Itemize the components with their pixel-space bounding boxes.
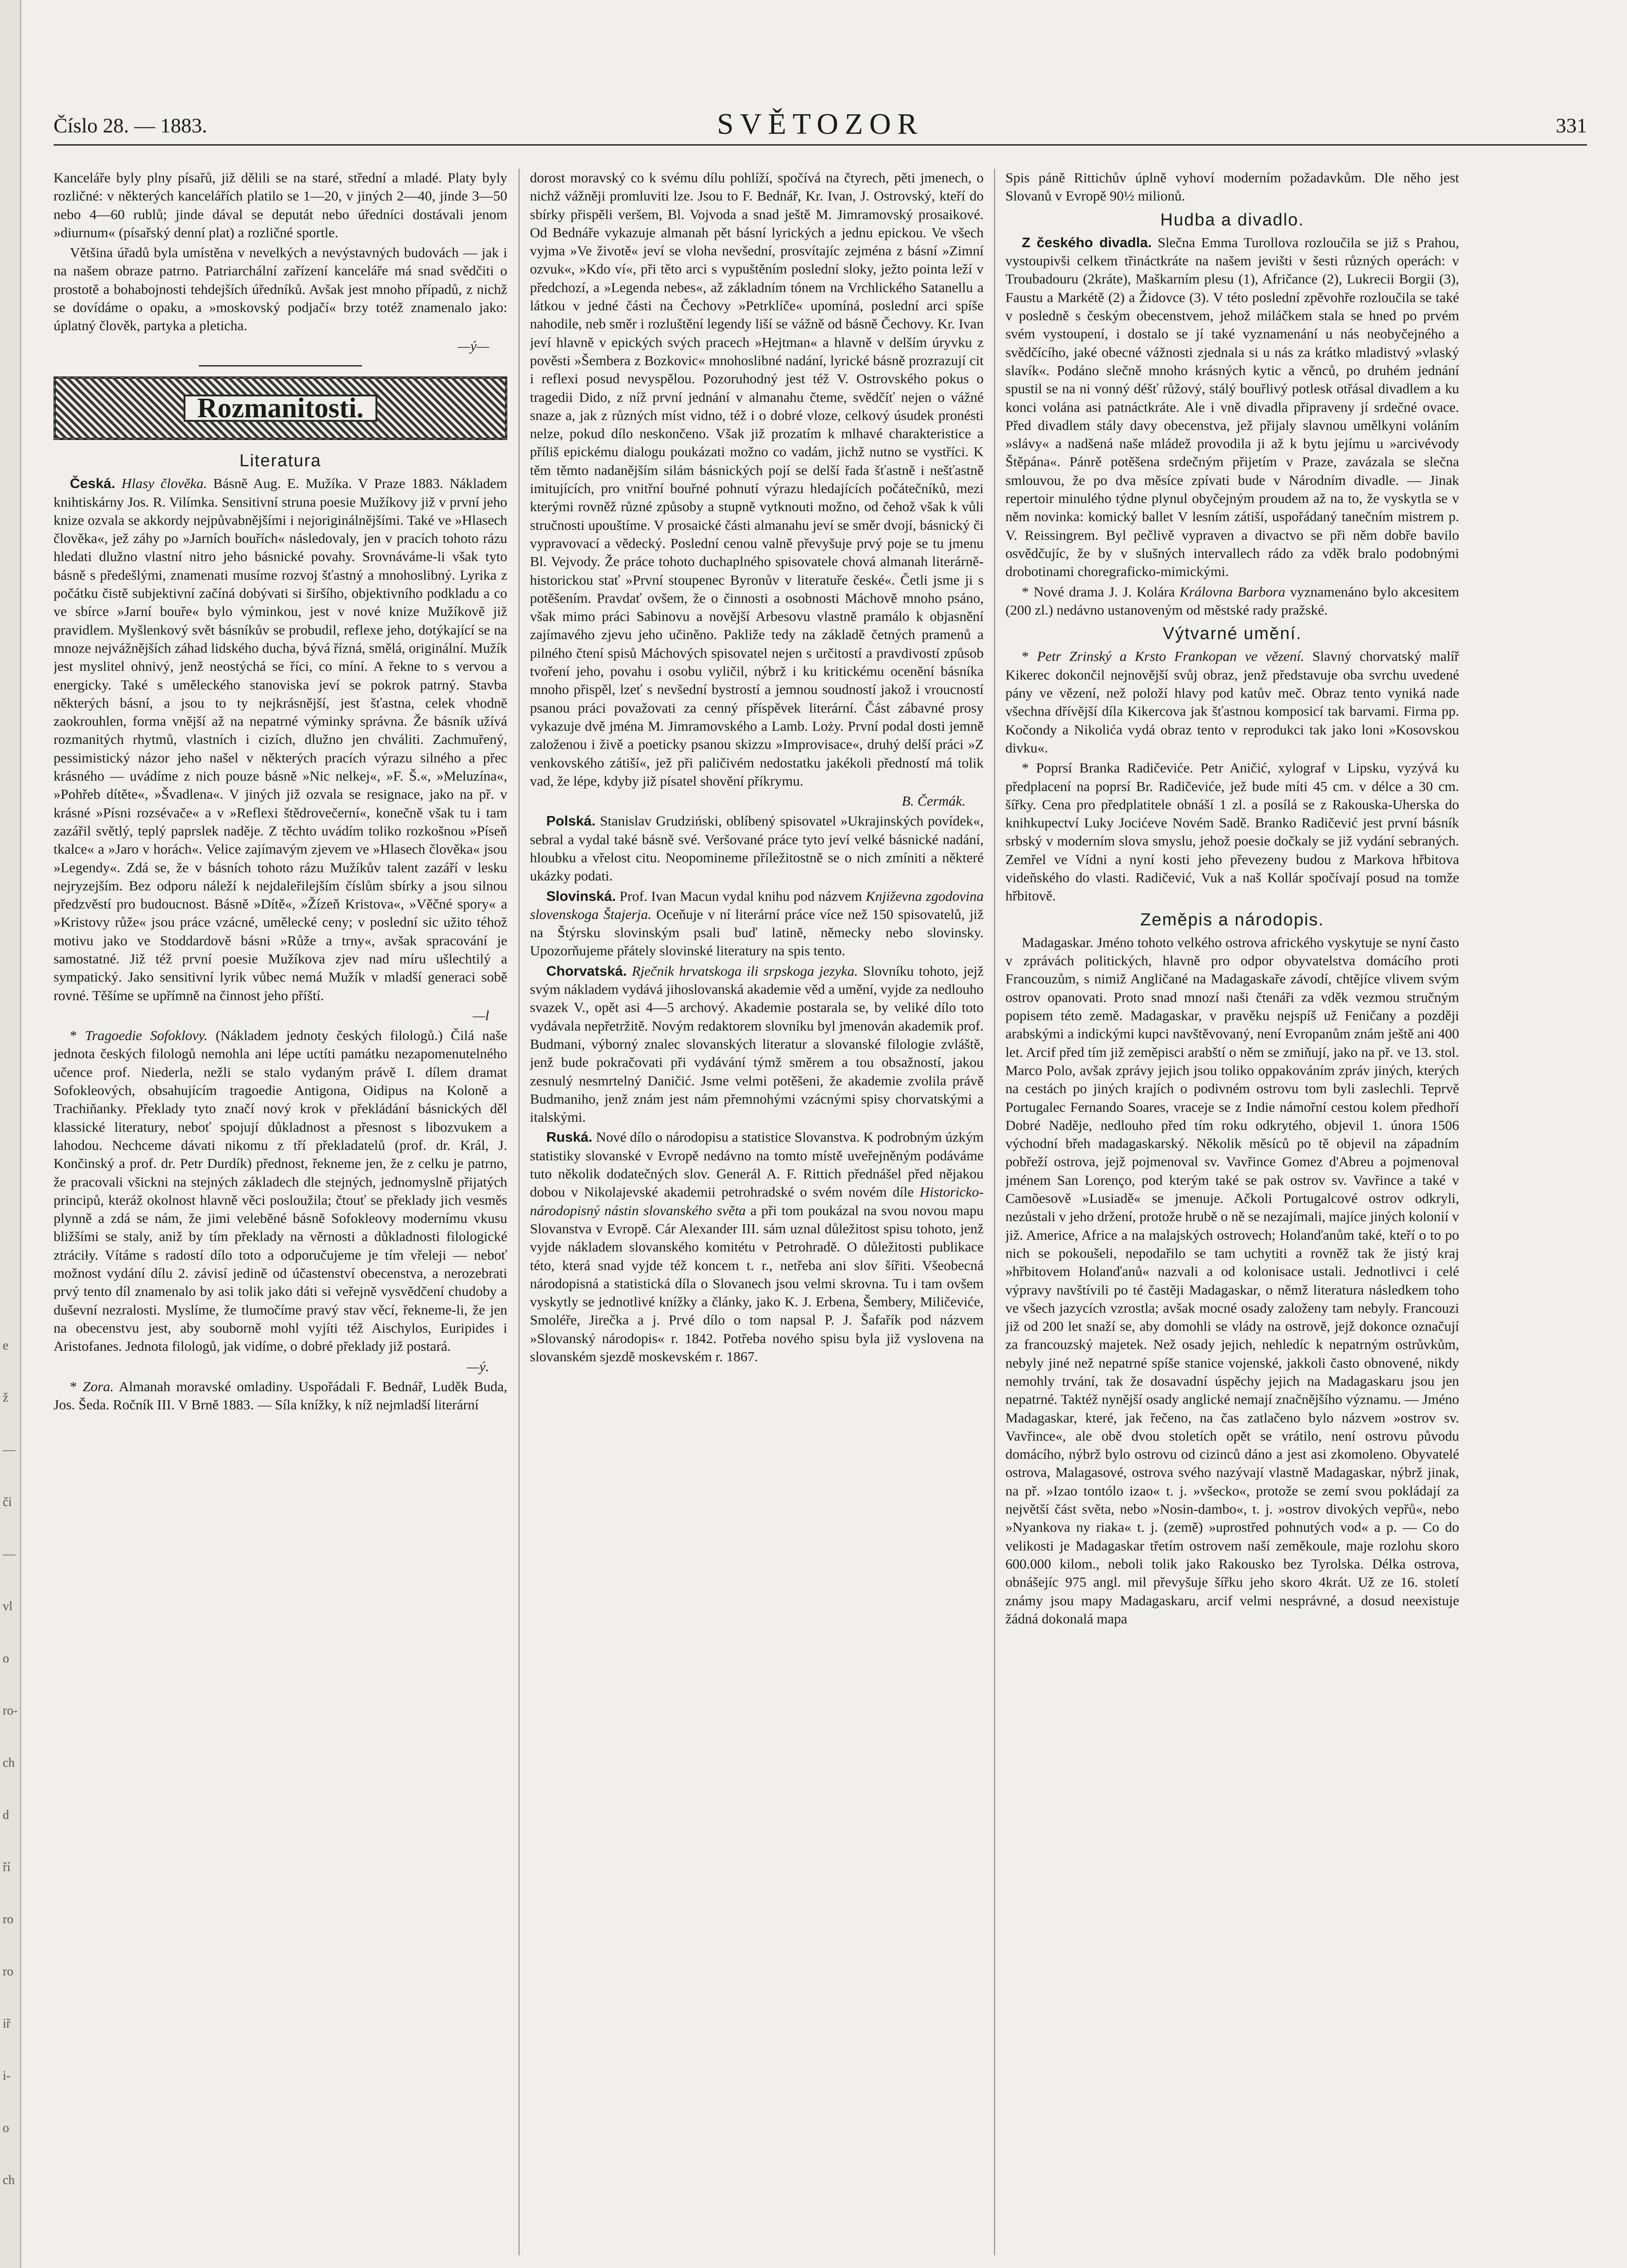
- play-title: Královna Barbora: [1180, 583, 1285, 600]
- section-heading-hudba: Hudba a divadlo.: [1160, 210, 1304, 230]
- column-divider: [994, 169, 995, 2255]
- gutter-fragment: i-: [3, 2069, 11, 2083]
- review-text: a při tom poukázal na svou novou mapu Slovanstva v Evropě. Cár Alexander III. sám uznal důležitost spisu tohoto, jenž vyjde nákladem slovanského komitétu v Petrohradě. O důležitosti publikace této, která snad vyjde též koncem t. r., netřeba ani slov šířiti. Všeobecná národopisná a statistická díla o Slovanech jsou velmi skrovna. Tu i tam ovšem vyskytly se jednotlivé knížky a články, jako K. J. Erbena, Šembery, Miličeviće, Smoléře, Jirečka a j. Prvé dílo o tom napsal P. J. Šafařík pod názvem »Slovanský národopis« r. 1842. Potřeba nového spisu byla již vyslovena na slovanském sjezdě moskevském r. 1867.: [530, 1202, 984, 1364]
- binding-edge: [0, 0, 21, 2268]
- article-paragraph: Kanceláře byly plny písařů, již dělili se na staré, střední a mladé. Platy byly rozličné: v některých kancelářích platilo se 1—20, v jiných 2—40, jinde 3—50 nebo 4—60 rublů; jinde dával se deputát nebo úředníci dostávali jenom »diurnum« (písařský denní plat) a rozličné sportle.: [54, 170, 507, 240]
- lead-chorvatska: Chorvatská.: [546, 963, 627, 979]
- column-3: Spis páně Rittichův úplně vyhoví moderním požadavkům. Dle něho jest Slovanů v Evropě 90½ milionů. Hudba a divadlo. Z českého divadla. Slečna Emma Turollova rozloučila se již s Prahou, vystoupivši celkem třináctkráte na našem jevišti v šesti různých operách: v Troubadouru (2kráte), Maškarním plesu (1), Afričance (2), Lukrecii Borgii (3), Faustu a Markétě (2) a Židovce (3). V této poslední zpěvohře rozloučila se také v posledně s českým obecenstvem, jehož miláčkem stala se hned po prvém svém vystoupení, i dostalo se jí také vyznamenání u nás neobyčejného a svědčícího, jaké obecné vážnosti zjednala si u nás za krátko mladistvý »vlaský slavík«. Podáno slečně mnoho krásných kytic a věnců, po druhém jednání spustil se na ni vonný déšť růžový, stálý bouřlivý potlesk otřásal divadlem a ku konci volána asi patnáctkráte. Ale i vně divadla připraveny jí srdečné ovace. Před divadlem stály davy obecenstva, jež přijaly slavnou umělkyni voláním »slávy« a nadšená naše mládež provodila ji až k bytu jejímu u »arcivévody Štěpána«. Pánrě potěšena srdečným přijetím v Praze, zavázala se slečna smlouvou, že po dva měsíce zpívati bude v Národním divadle. — Jinak repertoir minulého týdne plynul obyčejným proudem až na to, že vyskytla se v něm novinka: komický ballet V lesním zátiší, uspořádaný tanečním mistrem p. V. Reissingrem. Byl pečlivě vypraven a divactvo se při něm dobře bavilo osvědčujíc, že by v slušných intervallech rádo za vděk bralo podobnými drobotinami choregraficko-mimickými. * Nové drama J. J. Kolára Královna Barbora vyznamenáno bylo akcesitem (200 zl.) nedávno ustanoveným od městské rady pražské. Výtvarné umění. * Petr Zrinský a Krsto Frankopan ve vězení. Slavný chorvatský malíř Kikerec dokončil nejnovější svůj obraz, jenž představuje oba svrchu uvedené pány ve vězení, než položí hlavy pod katův meč. Obraz tento vyniká nade všechna dřívější díla Kikercova jak šťastnou komposicí tak barvami. Firma pp. Kočondy a Nikolića vydá obraz tento v reprodukci tak jako loni »Kosovskou divku«. * Poprsí Branka Radičeviće. Petr Aničić, xylograf v Lipsku, vyzývá ku předplacení na poprsí Br. Radičeviće, jež bude míti 45 cm. v délce a 30 cm. šířky. Cena pro předplatitele obnáší 1 zl. a posílá se z Rakouska-Uherska do knihkupectví Luky Jocićeve Novém Sadě. Branko Radičević jest první básník srbský v moderním slova smyslu, jehož poesie dočkaly se již vydání sebraných. Zemřel ve Vídni a nyní kosti jeho převezeny budou z Markova hřbitova videňského do vlasti. Radičević, Vuk a naš Kollár spočívají posud na tomže hřbitově. Zeměpis a národopis. Madagaskar. Jméno tohoto velkého ostrova afrického vyskytuje se nyní často v zprávách politických, hlavně pro odpor obyvatelstva domácího proti Francouzům, s nimiž Angličané na Madagaskaře závodí, chtějíce vlivem svým ostrov opanovati. Proto snad mnozí naši čtenáři za vděk vezmou stručným popisem této země. Madagaskar, v pravěku nejspíš už Feničany a později arabskými a indickými kupci navštěvovaný, není Evropanům znám ještě ani 400 let. Arcif před tím již zeměpisci arabští o něm se zmiňují, jako na př. ve 13. stol. Marco Polo, avšak zprávy jejich jsou toliko oppakováním zpráv jiných, kterých na cestách po jiných krajích o podivném ostrovu tom byli zaslechli. Teprvě Portugalec Fernando Soares, vraceje se z Indie námořní cestou kolem předhoří Dobré Naděje, nedlouho před tím roku odkrytého, objevil 1. února 1506 východní břeh madagaskarský. Několik měsíců po tě objevil na západním pobřeží ostrova, jejž pojmenoval sv. Vavřince Gomez d'Abreu a pojmenoval jménem San Lorenço, pod kterým také se pak ostrov sv. Vavřince a také v Camõesově »Lusiadě« se jmenuje. Ačkoli Portugalcové ostrov odkryli, nezůstali v jeho držení, protože hrubě o ně se nezajímali, majíce jiných kolonií v již. Americe, Africe a na malajských ostrovech; Holanďanům také, kteří o to po nich se pokoušeli, nepodařilo se tam uchytiti a rovněž tak že jistý kraj »hřbitovem Holanďanů« nazvali a od kolonisace ustali. Jednotlivci i celé výpravy navštívili po té častěji Madagaskar, o němž literatura následkem toho ve všech jazycích vzrostla; avšak mocné osady založeny tam nebyly. Francouzi již od 200 let snaží se, aby domohli se vlády na ostrově, jejž dokonce označují za francouzský majetek. Než osady jejich, nehledíc k nepatrným ostrůvkům, nebyly jiné než nepatrné spíše stanice vojenské, jakkoli často obnovené, nikdy nemohly trvání, tak že dosavadní úspěchy jejich na Madagaskaru jsou jen nepatrné. Taktéž nynější osady anglické nemají značnějšího významu. — Jméno Madagaskar, které, jak řečeno, na čas zatlačeno bylo názvem »ostrov sv. Vavřince«, ale obě dvou stoletích opět se vrátilo, není ostrovu původu domácího, nýbrž bylo ostrovu od cizinců dáno a jest asi zkomoleno. Obyvatelé ostrova, Malagasové, ostrova svého nazývají vlastně Madagaskar, nýbrž jinak, na př. »Izao tontólo izao« t. j. »všecko«, protože se zemí svou pokládají za největší část světa, nebo »Nosin-dambo«, t. j. »ostrov divokých vepřů«, nebo »Nyankova ny riaka« t. j. (země) »uprostřed pohnutých vod« a p. — Co do velikosti je Madagaskar třetím ostrovem naší zeměkoule, maje rozlohu skoro 600.000 kilom., neboli tolik jako Rakousko bez Tyrolska. Délka ostrova, obnášejíc 975 angl. mil převyšuje šířku jeho skoro 4krát. Už ze 16. století známy jsou mapy Madagaskaru, arcif velmi nesprávné, a dosud neexistuje žádná dokonalá mapa: [1005, 169, 1459, 2268]
- masthead-title: SVĚTOZOR: [717, 108, 924, 141]
- review-text: Nové dílo o národopisu a statistice Slovanstva. K podrobným úzkým statistiky slovanské v Evropě nedávno na tomto místě uveřejněným podáváme tuto několik dodatečných slov. Generál A. F. Rittich přednášel před nějakou dobou v Nikolajevské akademii petrohradské o svém novém díle: [530, 1129, 984, 1200]
- gutter-fragment: ro-: [3, 1704, 18, 1718]
- section-separator: [199, 365, 362, 367]
- review-text: Slovníku tohoto, jejž svým nákladem vydává jihoslovanská akademie věd a umění, vyjde za nedlouho svazek V., opět asi 4—5 archový. Akademie postarala se, by veliké dílo toto vydávala nepřetržitě. Novým redaktorem slovníku byl jmenován akademik prof. Budmani, výborný znalec slovanských literatur a slovanské filologie zvláště, jenž bude pokračovati při vydávání týmž směrem a tou obsažností, jakou zesnulý nesmrtelný Daničić. Jsme velmi potěšeni, že akademie zvolila právě Budmaniho, jenž znám jest nám přemnohými vzácnými spisy chorvatskými a italskými.: [530, 963, 984, 1125]
- article-signature: —ý.: [466, 1358, 489, 1374]
- gutter-fragment: vl: [3, 1599, 13, 1613]
- lead-ceska: Česká.: [70, 475, 115, 492]
- section-heading-zemepis: Zeměpis a národopis.: [1140, 910, 1324, 929]
- gutter-fragment: ch: [3, 2173, 15, 2187]
- news-text: Poprsí Branka Radičeviće. Petr Aničić, xylograf v Lipsku, vyzývá ku předplacení na poprsí Br. Radičeviće, jež bude míti 45 cm. v délce a 30 cm. šířky. Cena pro předplatitele obnáší 1 zl. a posílá se z Rakouska-Uherska do knihkupectví Luky Jocićeve Novém Sadě. Branko Radičević jest první básník srbský v moderním slova smyslu, jehož poesie dočkaly se již vydání sebraných. Zemřel ve Vídni a nyní kosti jeho převezeny budou z Markova hřbitova videňského do vlasti. Radičević, Vuk a naš Kollár spočívají posud na tomže hřbitově.: [1005, 760, 1459, 904]
- book-title: Zora.: [83, 1378, 114, 1394]
- article-signature: B. Čermák.: [902, 793, 965, 809]
- column-2: [530, 169, 984, 2268]
- review-text: Spis páně Rittichův úplně vyhoví moderním požadavkům. Dle něho jest Slovanů v Evropě 90½ milionů.: [1005, 170, 1459, 204]
- banner-label: Rozmanitosti.: [184, 395, 377, 422]
- page-number: 331: [1556, 114, 1587, 137]
- book-title: Književna zgodovina slovenskoga Štajerja.: [530, 888, 984, 922]
- gutter-fragment: d: [3, 1808, 9, 1822]
- lead-divadlo: Z českého divadla.: [1022, 234, 1152, 250]
- gutter-fragment: ro: [3, 1965, 14, 1979]
- gutter-fragment: ří: [3, 1860, 11, 1874]
- header-rule: [54, 144, 1587, 146]
- gutter-fragment: či: [3, 1495, 12, 1509]
- lead-polska: Polská.: [546, 813, 596, 829]
- gutter-fragment: —: [3, 1443, 15, 1457]
- news-text: vyznamenáno bylo akcesitem (200 zl.) nedávno ustanoveným od městské rady pražské.: [1005, 583, 1459, 618]
- gutter-fragment: o: [3, 1652, 9, 1666]
- book-title: Hlasy člověka.: [121, 475, 207, 492]
- gutter-fragment: ro: [3, 1912, 14, 1926]
- news-text: Nové drama J. J. Kolára: [1034, 583, 1175, 600]
- column-1: Kanceláře byly plny písařů, již dělili se na staré, střední a mladé. Platy byly rozličné: v některých kancelářích platilo se 1—20, v jiných 2—40, jinde 3—50 nebo 4—60 rublů; jinde dával se deputát nebo úředníci dostávali jenom »diurnum« (písařský denní plat) a rozličné sportle. Většina úřadů byla umístěna v nevelkých a nevýstavných budovách — jak i na našem obraze patrno. Patriarchální zařízení kanceláře má snad svědčiti o prostotě a bohabojnosti tehdejších úředníků. Avšak jest mnoho případů, z nichž se dovídáme o opaku, a »moskovský podjačí« brzy totéž znamenalo jako: úplatný člověk, partyka a pletichа. —ý— Rozmanitosti. Literatura Česká. Hlasy člověka. Básně Aug. E. Mužíka. V Praze 1883. Nákladem knihtiskárny Jos. R. Vilímka. Sensitivní struna poesie Mužíkovy již v první jeho knize ozvala se akkordy nejpůvabnějšími i nejoriginálnějšími. Také ve »Hlasech člověka«, jež záhy po »Jarních bouřích« následovaly, jen v pracích tohoto rázu hledati dlužno vlastní nitro jeho básnické povahy. Srovnáváme-li však tyto básně s předešlými, znamenati musíme rozvoj šťastný a mnohoslibný. Lyrika z počátku čistě subjektivní začíná dobývati si širšího, objektivního podkladu a co ve sbírce »Jarní bouře« bylo výminkou, jest v nové knize Mužíkově již pravidlem. Myšlenkový svět básníkův se probudil, reflexe jeho, dotýkající se na mnoze nejvážnějších záhad lidského ducha, bývá řízná, smělá, originální. Mužík jest myslitel ohnivý, jenž neostýchá se říci, co míní. A řekne to s vervou a energicky. Také s uměleckého stanoviska jeví se pokrok patrný. Stavba některých básní, a jsou to ty nejkrásnější, jest šťastna, celek vhodně zaokrouhlen, forma vnější až na nepatrné výminky správna. Že básník užívá rozmanitých rhytmů, vlastních i cizích, dlužno jen chváliti. Zachmuřený, pessimistický názor jeho našel v některých pracích výrazu silného a přec krásného — uvádíme z nich pouze básně »Nic nelkej«, »F. Š.«, »Meluzína«, »Pohřeb dítěte«, »Švadlena«. V jiných již ozvala se resignace, jako na př. v krásné »Písni rozsévače« a v »Reflexi štědrovečerní«, konečně však tu i tam zazářil světlý, teplý paprslek naděje. Z těchto uvádím toliko rozkošnou »Píseň tkalce« a »Jaro v horách«. Velice zajímavým zjevem ve »Hlasech člověka« jsou »Legendy«. Zdá se, že v básních tohoto rázu Mužíkův talent zazáří v lesku nejryzejším. Bez odporu náleží k nejdaleřilejším číslům sbírky a jsou silnou předzvěstí pro budoucnost. Básně »Dítě«, »Žízeň Kristova«, »Věčné spory« a »Kristovy růže« jsou práce vzácné, umělecké ceny; v poslední sic užito téhož motivu jako ve Stoddardově básni »Růže a trny«, avšak spracování je samostatné. Již též první poesie Mužíkova zjev nad míru ušlechtilý a sympatický. Jako sensitivní lyrik vůbec nemá Mužík v mladší generaci sobě rovné. Těšíme se upřímně na činnost jeho příští. —l * Tragoedie Sofoklovy. (Nákladem jednoty českých filologů.) Čilá naše jednota českých filologů nemohla ani lépe uctíti památku nezapomenutelného učence prof. Niederla, nežli se stalo vydaným právě I. dílem dramat Sofokleových, obsahujícím tragoedie Antigona, Oidipus na Koloně a Trachiňanky. Překlady tyto značí nový krok v překládání básnických děl klassické literatury, neboť spojují důkladnost a přesnost s libozvukem a lahodou. Nechceme dávati nikomu z tří překladatelů (prof. dr. Král, J. Končinský a prof. dr. Petr Durdík) přednost, řekneme jen, že z celku je patrno, že pracovali všickni na stejných základech dle stejných, jednomyslně přijatých principů, kteráž okolnost hlavně věci posloužila; čtouť se překlady jich vesměs plynně a zdá se nám, že jimi veleběné básně Sofokleovy modernímu vkusu bližšími se staly, aniž by tím překlady na věrnosti a důkladnosti filologické ztráciły. Vítáme s radostí dílo toto a odporučujeme je tím vřeleji — neboť možnost vydání dílu 2. závisí jedině od účastenství obecenstva, a nerozebrati prvý tento díl znamenalo by asi tolik jako dáti si veřejně vysvědčení chudoby a duševní nezralosti. Myslíme, že tlumočíme pravý stav věcí, řekneme-li, že jen na obecenstvu jest, aby souborně mohl vyjíti též Aischylos, Euripides i Aristofanes. Jednota filologů, jak vidíme, o dobré překlady již postará. —ý. * Zora. Almanah moravské omladiny. Uspořádali F. Bednář, Luděk Buda, Jos. Šeda. Ročník III. V Brně 1883. — Síla knížky, k níž nejmladší literární: [54, 170, 507, 1413]
- gutter-fragment: —: [3, 1547, 15, 1561]
- review-text: Prof. Ivan Macun vydal knihu pod názvem: [619, 888, 863, 904]
- section-heading-vytvarne: Výtvarné umění.: [1162, 624, 1302, 644]
- news-text: Slavný chorvatský malíř Kikerec dokončil nejnovější svůj obraz, jenž představuje oba svrchu uvedené pány ve vězení, než položí hlavy pod katův meč. Obraz tento vyniká nade všechna dřívější díla Kikercova jak šťastnou komposicí tak barvami. Firma pp. Kočondy a Nikolića vydá obraz tento v reprodukci tak jako loni »Kosovskou divku«.: [1005, 648, 1459, 756]
- review-text: Oceňuje v ní literární práce více než 150 spisovatelů, již na Štýrsku slovinským psali buď latině, německy nebo slovinsky. Upozorňujeme přátely slovinské literatury na spis tento.: [530, 906, 984, 959]
- review-text: Básně Aug. E. Mužíka. V Praze 1883. Nákladem knihtiskárny Jos. R. Vilímka. Sensitivní struna poesie Mužíkovy již v první jeho knize ozvala se akkordy nejpůvabnějšími i nejoriginálnějšími. Také ve »Hlasech člověka«, jež záhy po »Jarních bouřích« následovaly, jen v pracích tohoto rázu hledati dlužno vlastní nitro jeho básnické povahy. Srovnáváme-li však tyto básně s předešlými, znamenati musíme rozvoj šťastný a mnohoslibný. Lyrika z počátku čistě subjektivní začíná dobývati si širšího, objektivního podkladu a co ve sbírce »Jarní bouře« bylo výminkou, jest v nové knize Mužíkově již pravidlem. Myšlenkový svět básníkův se probudil, reflexe jeho, dotýkající se na mnoze nejvážnějších záhad lidského ducha, bývá řízná, smělá, originální. Mužík jest myslitel ohnivý, jenž neostýchá se říci, co míní. A řekne to s vervou a energicky. Také s uměleckého stanoviska jeví se pokrok patrný. Stavba některých básní, a jsou to ty nejkrásnější, jest šťastna, celek vhodně zaokrouhlen, forma vnější až na nepatrné výminky správna. Že básník užívá rozmanitých rhytmů, vlastních i cizích, dlužno jen chváliti. Zachmuřený, pessimistický názor jeho našel v některých pracích výrazu silného a přec krásného — uvádíme z nich pouze básně »Nic nelkej«, »F. Š.«, »Meluzína«, »Pohřeb dítěte«, »Švadlena«. V jiných již ozvala se resignace, jako na př. v krásné »Písni rozsévače« a v »Reflexi štědrovečerní«, konečně však tu i tam zazářil světlý, teplý paprslek naděje. Z těchto uvádím toliko rozkošnou »Píseň tkalce« a »Jaro v horách«. Velice zajímavým zjevem ve »Hlasech člověka« jsou »Legendy«. Zdá se, že v básních tohoto rázu Mužíkův talent zazáří v lesku nejryzejším. Bez odporu náleží k nejdaleřilejším číslům sbírky a jsou silnou předzvěstí pro budoucnost. Básně »Dítě«, »Žízeň Kristova«, »Věčné spory« a »Kristovy růže« jsou práce vzácné, umělecké ceny; v poslední sic užito téhož motivu jako ve Stoddardově básni »Růže a trny«, avšak spracování je samostatné. Již též první poesie Mužíkova zjev nad míru ušlechtilý a sympatický. Jako sensitivní lyrik vůbec nemá Mužík v mladší generaci sobě rovné. Těšíme se upřímně na činnost jeho příští.: [54, 475, 507, 1003]
- article-signature: —ý—: [458, 337, 489, 354]
- news-text: Slečna Emma Turollova rozloučila se již s Prahou, vystoupivši celkem třináctkráte na našem jevišti v šesti různých operách: v Troubadouru (2kráte), Maškarním plesu (1), Afričance (2), Lukrecii Borgii (3), Faustu a Markétě (2) a Židovce (3). V této poslední zpěvohře rozloučila se také v posledně s českým obecenstvem, jehož miláčkem stala se hned po prvém svém vystoupení, i dostalo se jí také vyznamenání u nás neobyčejného a svědčícího, jaké obecné vážnosti zjednala si u nás za krátko mladistvý »vlaský slavík«. Podáno slečně mnoho krásných kytic a věnců, po druhém jednání spustil se na ni vonný déšť růžový, stálý bouřlivý potlesk otřásal divadlem a ku konci volána asi patnáctkráte. Ale i vně divadla připraveny jí srdečné ovace. Před divadlem stály davy obecenstva, jež přijaly slavnou umělkyni voláním »slávy« a nadšená naše mládež provodila ji až k bytu jejímu u »arcivévody Štěpána«. Pánrě potěšena srdečným přijetím v Praze, zavázala se slečna smlouvou, že po dva měsíce zpívati bude v Národním divadle. — Jinak repertoir minulého týdne plynul obyčejným proudem až na to, že vyskytla se v něm novinka: komický ballet V lesním zátiší, uspořádaný tanečním mistrem p. V. Reissingrem. Byl pečlivě vypraven a divactvo se při něm dobře bavilo osvědčujíc, že by v slušných intervallech rádo za vděk bralo podobnými drobotinami choregraficko-mimickými.: [1005, 234, 1459, 580]
- gutter-fragment: o: [3, 2121, 9, 2135]
- gutter-fragment: e: [3, 1339, 9, 1353]
- book-title: Rječnik hrvatskoga ili srpskoga jezyka.: [632, 963, 858, 979]
- book-title: Tragoedie Sofoklovy.: [85, 1027, 208, 1044]
- article-paragraph: Většina úřadů byla umístěna v nevelkých a nevýstavných budovách — jak i na našem obraze patrno. Patriarchální zařízení kanceláře má snad svědčiti o prostotě a bohabojnosti tehdejších úředníků. Avšak jest mnoho případů, z nichž se dovídáme o opaku, a »moskovský podjačí« brzy totéž znamenalo jako: úplatný člověk, partyka a pletichа.: [54, 244, 507, 334]
- gutter-fragment: ž: [3, 1391, 9, 1405]
- book-title: Historicko-národopisný nástin slovanského světa: [530, 1184, 984, 1218]
- artwork-title: Petr Zrinský a Krsto Frankopan ve vězení.: [1037, 648, 1304, 665]
- review-text: dorost moravský co k svému dílu pohlíží, spočívá na čtyrech, pěti jmenech, o nichž vážněji promluviti lze. Jsou to F. Bednář, Kr. Ivan, J. Ostrovský, kteří do sbírky přispěli veršem, Bl. Vojvoda a snad ještě M. Jimramovský prosaikové. Od Bednáře vykazuje almanah pět básní lyrických a jednu epickou. Ve všech vyjma »Ve životě« jeví se vloha nevšední, prosvítajíc zejména z básní »Zimní ozvuk«, »Kdo ví«, při těto arci s vypuštěním poslední sloky, ježto pointa leží v předchozí, a »Legenda nebes«, až základním tónem na Vrchlického Satanellu a látkou v jedné části na Čechovy »Petrklíče« upomíná, poslední arci spíše nahodile, neb směr i rozluštění legendy liší se vážně od básně Čechovy. Kr. Ivan jeví hlavně v epických svých pracech »Hejtman« a hlavně v delším úryvku z pověsti »Šembera z Bozkovic« mnohoslibné nadání, lyrické básně prozrazují cit i reflexi posud nevyspělou. Pozoruhodný jest též V. Ostrovského pokus o tragedii Dido, z níž první jednání v almanahu čteme, svědčíť nejen o vážné snaze a, jak z různých míst vidno, též i o dobré vloze, celkový úsudek pronésti nelze, pokud dílo neskončeno. Však již prozatím k mlhavé charakteristice a příliš epickému dialogu poukázati možno co vadám, jichž nutno se vystříci. K těm těmto nadanějším silám básnických pojí se delší řada šťastně i nešťastně imitujících, pro vnitřní bouřné pohnutí výrazu hledajících počátečníků, mezi kterými rovněž různé způsoby a stupně vytknouti možno, od čehož však k vůli stručnosti upouštíme. V prosaické části almanahu jeví se směr dvojí, básnický či vypravovací a vědecký. Poslední cenou valně převyšuje prvý poje se tu jmenu Bl. Vejvody. Že práce tohoto duchaplného spisovatele chová almanah literárně-historickou stať »První stoupenec Byronův v literatuře české«. Četli jsme ji s potěšením. Pravdať ovšem, že o činnosti a osobnosti Máchově mnoho psáno, však mimo práci Sabinovu a novější Arbesovu vlastně pramálo k objasnění zajímavého zjevu jeho učiněno. Pakliže tedy na základě četných pramenů a pilného čtení spisů Máchových spisovatel nejen s určitostí a pravdivostí způsob tvoření jeho, povahu i osobu vyličil, nýbrž i ku kritickému ocenění básníka mnoho přispěl, lzeť s nevšední bystrostí a jemnou soudností jakož i vroucností psanou práci považovati za cenný příspěvek literární. Část zábavné prosy vykazuje dvě jména M. Jimramovského a Lamb. Loży. První podal dosti jemně založenou i živě a poeticky psanou skizzu »Improvisace«, druhý delší práci »Z venkovského zátiší«, jež při paličivém nedostatku jakékoli předností má tolik vad, že lépe, kdyby již písatel shovění příkrymu.: [530, 170, 984, 789]
- gutter-fragment: ch: [3, 1756, 15, 1770]
- lead-slovinska: Slovinská.: [546, 888, 616, 904]
- news-text: Madagaskar. Jméno tohoto velkého ostrova afrického vyskytuje se nyní často v zprávách politických, hlavně pro odpor obyvatelstva domácího proti Francouzům, s nimiž Angličané na Madagaskaře závodí, chtějíce vlivem svým ostrov opanovati. Proto snad mnozí naši čtenáři za vděk vezmou stručným popisem této země. Madagaskar, v pravěku nejspíš už Feničany a později arabskými a indickými kupci navštěvovaný, není Evropanům znám ještě ani 400 let. Arcif před tím již zeměpisci arabští o něm se zmiňují, jako na př. ve 13. stol. Marco Polo, avšak zprávy jejich jsou toliko oppakováním zpráv jiných, kterých na cestách po jiných krajích o podivném ostrovu tom byli zaslechli. Teprvě Portugalec Fernando Soares, vraceje se z Indie námořní cestou kolem předhoří Dobré Naděje, nedlouho před tím roku odkrytého, objevil 1. února 1506 východní břeh madagaskarský. Několik měsíců po tě objevil na západním pobřeží ostrova, jejž pojmenoval sv. Vavřince Gomez d'Abreu a pojmenoval jménem San Lorenço, pod kterým také se pak ostrov sv. Vavřince a také v Camõesově »Lusiadě« se jmenuje. Ačkoli Portugalcové ostrov odkryli, nezůstali v jeho držení, protože hrubě o ně se nezajímali, majíce jiných kolonií v již. Americe, Africe a na malajských ostrovech; Holanďanům také, kteří o to po nich se pokoušeli, nepodařilo se tam uchytiti a rovněž tak že jistý kraj »hřbitovem Holanďanů« nazvali a od kolonisace ustali. Jednotlivci i celé výpravy navštívili po té častěji Madagaskar, o němž literatura následkem toho ve všech jazycích vzrostla; avšak mocné osady založeny tam nebyly. Francouzi již od 200 let snaží se, aby domohli se vlády na ostrově, jejž dokonce označují za francouzský majetek. Než osady jejich, nehledíc k nepatrným ostrůvkům, nebyly jiné než nepatrné spíše stanice vojenské, jakkoli často obnovené, nikdy nemohly trvání, tak že dosavadní úspěchy jejich na Madagaskaru jsou jen nepatrné. Taktéž nynější osady anglické nemají značnějšího významu. — Jméno Madagaskar, které, jak řečeno, na čas zatlačeno bylo názvem »ostrov sv. Vavřince«, ale obě dvou stoletích opět se vrátilo, není ostrovu původu domácího, nýbrž bylo ostrovu od cizinců dáno a jest asi zkomoleno. Obyvatelé ostrova, Malagasové, ostrova svého nazývají vlastně Madagaskar, nýbrž jinak, na př. »Izao tontólo izao« t. j. »všecko«, protože se zemí svou pokládají za největší část světa, nebo »Nosin-dambo«, t. j. »ostrov divokých vepřů«, nebo »Nyankova ny riaka« t. j. (země) »uprostřed pohnutých vod« a p. — Co do velikosti je Madagaskar třetím ostrovem naší zeměkoule, maje rozlohu skoro 600.000 kilom., neboli tolik jako Rakousko bez Tyrolska. Délka ostrova, obnášejíc 975 angl. mil převyšuje šířku jeho skoro 4krát. Už ze 16. století známy jsou mapy Madagaskaru, arcif velmi nesprávné, a dosud neexistuje žádná dokonalá mapa: [1005, 934, 1459, 1627]
- gutter-fragment: iř: [3, 2017, 11, 2031]
- article-signature: —l: [472, 1007, 489, 1023]
- rozmanitosti-banner: [54, 376, 507, 440]
- page-header: [54, 107, 1587, 143]
- review-text: Stanislav Grudziński, oblíbený spisovatel »Ukrajinských povídek«, sebral a vydal také básně své. Veršované práce tyto jeví velké básnické nadání, hloubku a vřelost citu. Neopomineme příležitostně se o nich zmíniti a některé ukázky podati.: [530, 813, 984, 884]
- review-text: Almanah moravské omladiny. Uspořádali F. Bednář, Luděk Buda, Jos. Šeda. Ročník III. V Brně 1883. — Síla knížky, k níž nejmladší literární: [54, 1378, 507, 1413]
- review-text: (Nákladem jednoty českých filologů.) Čilá naše jednota českých filologů nemohla ani lépe uctíti památku nezapomenutelného učence prof. Niederla, nežli se stalo vydaným právě I. dílem dramat Sofokleových, obsahujícím tragoedie Antigona, Oidipus na Koloně a Trachiňanky. Překlady tyto značí nový krok v překládání básnických děl klassické literatury, neboť spojují důkladnost a přesnost s libozvukem a lahodou. Nechceme dávati nikomu z tří překladatelů (prof. dr. Král, J. Končinský a prof. dr. Petr Durdík) přednost, řekneme jen, že z celku je patrno, že pracovali všickni na stejných základech dle stejných, jednomyslně přijatých principů, kteráž okolnost hlavně věci posloužila; čtouť se překlady jich vesměs plynně a zdá se nám, že jimi veleběné básně Sofokleovy modernímu vkusu bližšími se staly, aniž by tím překlady na věrnosti a důkladnosti filologické ztráciły. Vítáme s radostí dílo toto a odporučujeme je tím vřeleji — neboť možnost vydání dílu 2. závisí jedině od účastenství obecenstva, a nerozebrati prvý tento díl znamenalo by asi tolik jako dáti si veřejně vysvědčení chudoby a duševní nezralosti. Myslíme, že tlumočíme pravý stav věcí, řekneme-li, že jen na obecenstvu jest, aby souborně mohl vyjíti též Aischylos, Euripides i Aristofanes. Jednota filologů, jak vidíme, o dobré překlady již postará.: [54, 1027, 507, 1354]
- issue-number: Číslo 28. — 1883.: [54, 114, 207, 137]
- lead-ruska: Ruská.: [546, 1129, 593, 1145]
- section-heading-literatura: Literatura: [239, 451, 322, 470]
